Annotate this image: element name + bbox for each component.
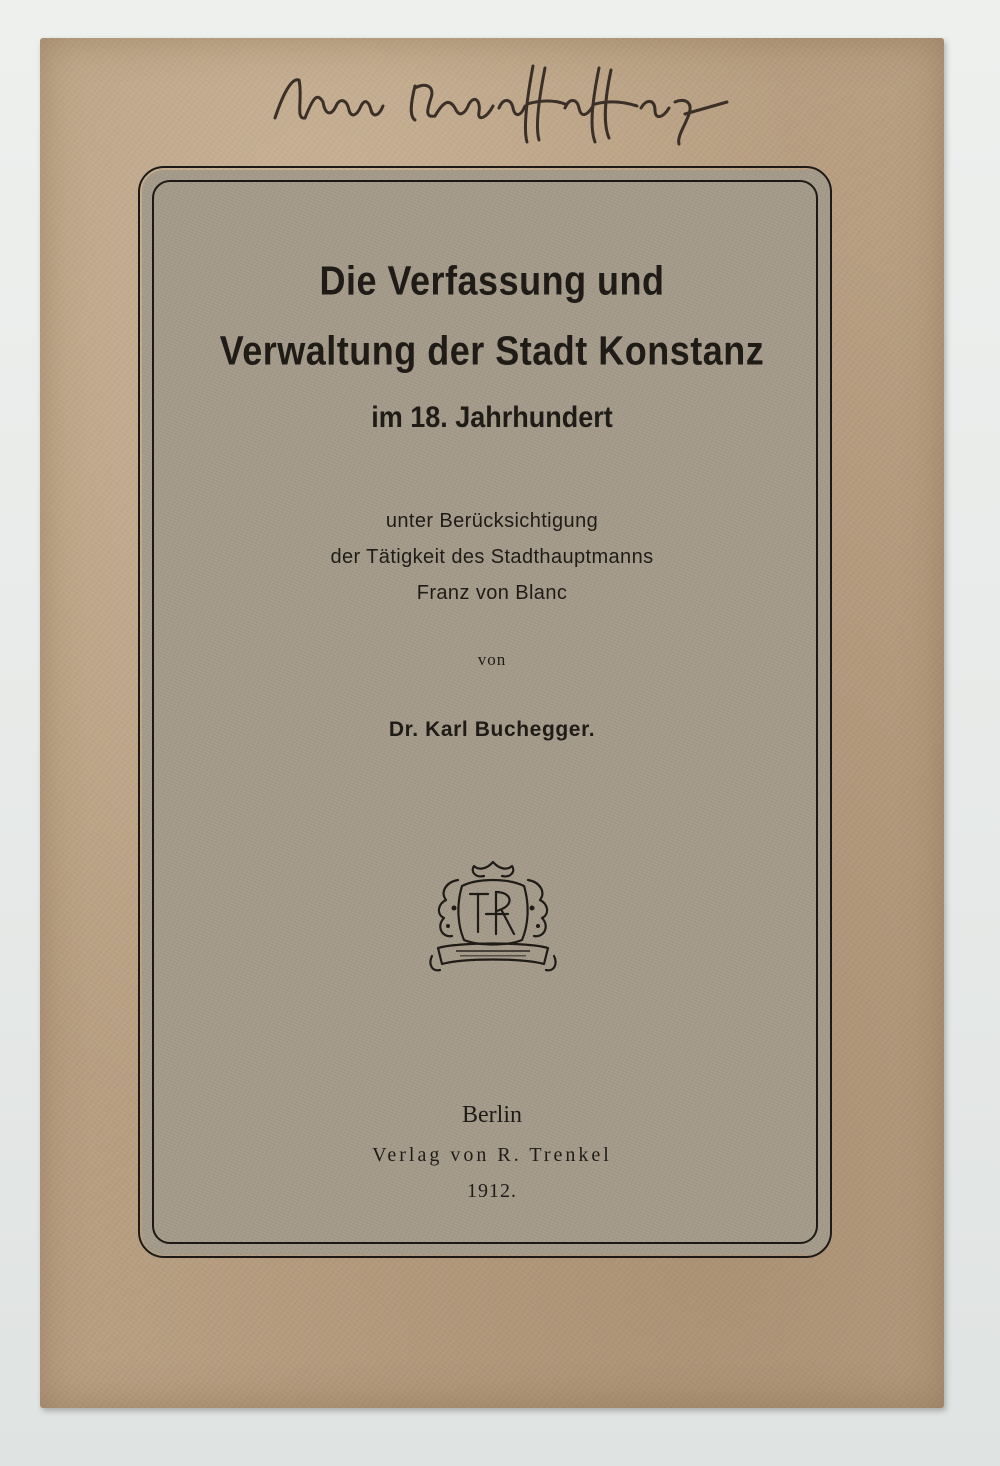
publication-year: 1912.: [467, 1180, 517, 1202]
book-cover: [40, 38, 944, 1408]
subtitle-line-3: Franz von Blanc: [416, 582, 568, 604]
title-line-3: im 18. Jahrhundert: [371, 400, 613, 434]
author-name: Dr. Karl Buchegger.: [388, 718, 596, 741]
title-line-1: Die Verfassung und: [319, 257, 665, 304]
publication-city: Berlin: [462, 1102, 522, 1128]
publisher-name: Verlag von R. Trenkel: [372, 1144, 612, 1166]
subtitle-line-2: der Tätigkeit des Stadthauptmanns: [330, 546, 654, 568]
handwritten-signature-icon: [265, 58, 735, 148]
subtitle-line-1: unter Berücksichtigung: [385, 510, 599, 532]
by-line: von: [477, 650, 507, 669]
publisher-emblem-icon: [418, 856, 568, 986]
title-line-2: Verwaltung der Stadt Konstanz: [219, 327, 765, 374]
